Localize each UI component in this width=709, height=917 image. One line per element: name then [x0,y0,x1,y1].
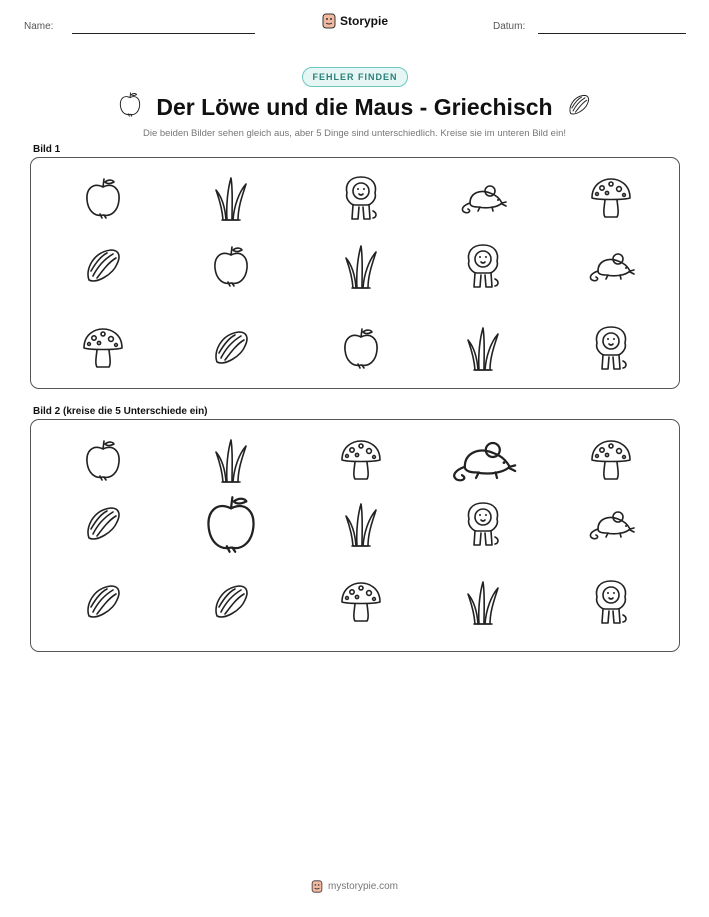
brand-logo [322,13,388,29]
footer-link[interactable]: mystorypie.com [327,881,398,892]
bild2-seed-icon[interactable] [73,494,133,554]
instructions: Die beiden Bilder sehen gleich aus, aber 5 Dinge sind unterschiedlich. Kreise sie im unteren Bild ein! [143,128,566,139]
name-line[interactable] [72,33,255,34]
bild1-grass-icon [201,168,261,228]
footer [0,880,709,893]
mascot-icon [322,13,336,29]
bild1-seed-icon [73,236,133,296]
bild1-apple-icon [331,318,391,378]
bild2-mouse-icon[interactable] [581,494,641,554]
bild1-grass-icon [453,318,513,378]
bild1-panel [30,157,680,389]
bild1-apple-icon [201,236,261,296]
bild2-mushroom-icon[interactable] [581,430,641,490]
bild1-lion-icon [331,168,391,228]
bild1-mouse-icon [453,168,513,228]
title-row [0,91,709,123]
bild2-apple-icon[interactable] [73,430,133,490]
bild1-mouse-icon [581,236,641,296]
bild2-mushroom-icon[interactable] [331,430,391,490]
bild2-apple-icon[interactable] [201,494,261,554]
bild1-seed-icon [201,318,261,378]
apple-icon [118,91,142,122]
bild1-mushroom-icon [581,168,641,228]
bild2-lion-icon[interactable] [453,494,513,554]
bild2-grass-icon[interactable] [453,572,513,632]
bild2-grass-icon[interactable] [201,430,261,490]
bild2-label: Bild 2 (kreise die 5 Unterschiede ein) [33,406,208,417]
category-badge: FEHLER FINDEN [302,67,408,87]
bild1-apple-icon [73,168,133,228]
name-label: Name: [24,21,54,32]
bild2-grass-icon[interactable] [331,494,391,554]
bild2-seed-icon[interactable] [73,572,133,632]
date-label: Datum: [493,21,526,32]
seed-icon [567,93,591,122]
bild1-grass-icon [331,236,391,296]
date-line[interactable] [538,33,686,34]
brand-name: Storypie [340,14,389,28]
bild2-panel[interactable] [30,419,680,652]
mascot-icon [311,880,323,893]
bild2-mouse-icon[interactable] [453,430,513,490]
page-title: Der Löwe und die Maus - Griechisch [156,93,553,120]
bild1-label: Bild 1 [33,144,61,155]
bild1-lion-icon [453,236,513,296]
bild2-mushroom-icon[interactable] [331,572,391,632]
bild2-lion-icon[interactable] [581,572,641,632]
bild1-mushroom-icon [73,318,133,378]
bild2-seed-icon[interactable] [201,572,261,632]
bild1-lion-icon [581,318,641,378]
